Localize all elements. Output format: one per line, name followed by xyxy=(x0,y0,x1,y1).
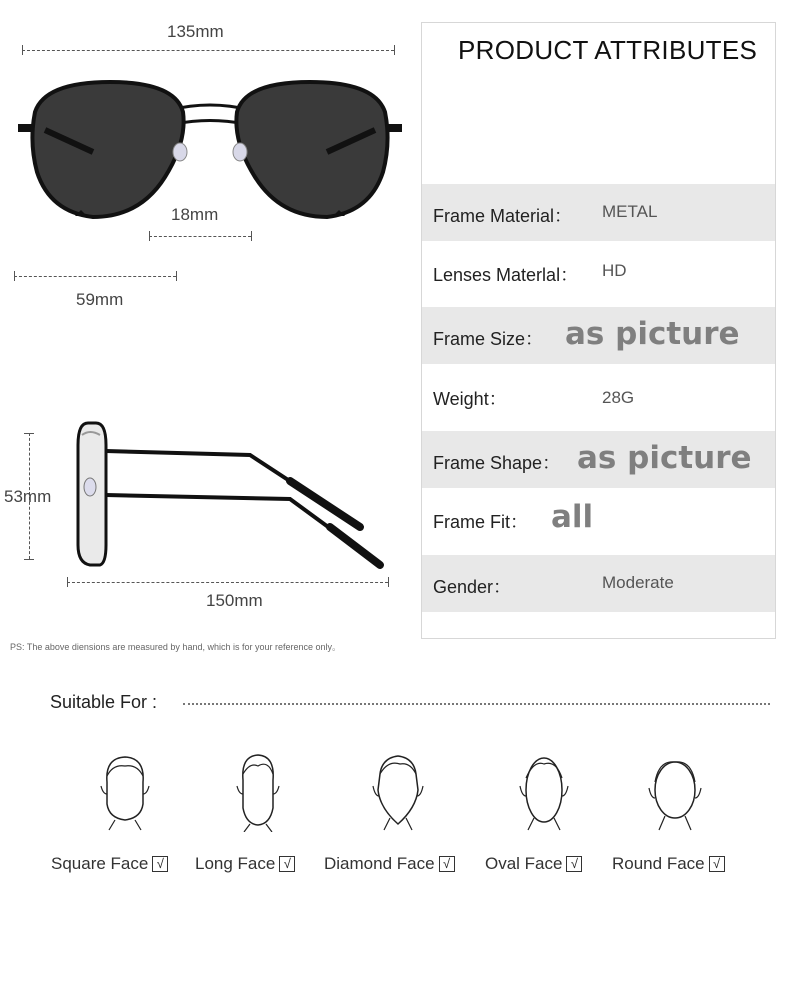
attribute-value: 28G xyxy=(602,388,635,407)
checkbox-icon: √ xyxy=(439,856,455,872)
face-option-round xyxy=(612,854,725,874)
square-face-icon xyxy=(95,752,155,832)
temple-length-dimension-line xyxy=(67,582,388,583)
product-attributes-panel xyxy=(421,22,776,639)
attribute-row-frame-shape xyxy=(422,431,775,488)
separator: ： xyxy=(542,453,561,473)
face-label: Round Face xyxy=(612,854,705,873)
lens-height-label: 53mm xyxy=(4,487,52,506)
attribute-row-frame-fit xyxy=(422,490,775,547)
checkbox-icon: √ xyxy=(709,856,725,872)
lens-width-tick-right xyxy=(176,271,177,281)
attribute-row-frame-size xyxy=(422,307,775,364)
attribute-row-weight xyxy=(422,367,775,424)
attribute-row-gender xyxy=(422,555,775,612)
lens-width-tick-left xyxy=(14,271,15,281)
checkbox-icon: √ xyxy=(152,856,168,872)
diamond-face-icon xyxy=(368,752,428,832)
separator: ： xyxy=(510,512,529,532)
attribute-value: as picture xyxy=(577,440,752,476)
attribute-label: Frame Material xyxy=(433,206,555,226)
separator: ： xyxy=(493,577,512,597)
face-option-square xyxy=(51,854,168,874)
temple-tick-left xyxy=(67,577,68,587)
oval-face-icon xyxy=(514,752,574,832)
face-option-long xyxy=(195,854,295,874)
sunglasses-side-image xyxy=(60,415,390,575)
lens-height-tick-bottom xyxy=(24,559,34,560)
attribute-label: Weight xyxy=(433,389,489,409)
suitable-for-heading: Suitable For : xyxy=(50,692,158,712)
bridge-dimension-line xyxy=(149,236,251,237)
width-label: 135mm xyxy=(167,22,224,41)
width-tick-left xyxy=(22,45,23,55)
face-label: Oval Face xyxy=(485,854,563,873)
bridge-tick-left xyxy=(149,231,150,241)
checkbox-icon: √ xyxy=(279,856,295,872)
attribute-label: Frame Size xyxy=(433,329,526,349)
attribute-value: all xyxy=(551,499,594,535)
bridge-tick-right xyxy=(251,231,252,241)
lens-height-tick-top xyxy=(24,433,34,434)
attribute-row-lenses-material xyxy=(422,243,775,300)
separator: ： xyxy=(554,206,573,226)
attribute-label: Frame Fit xyxy=(433,512,511,532)
width-tick-right xyxy=(394,45,395,55)
attribute-label: Frame Shape xyxy=(433,453,543,473)
long-face-icon xyxy=(228,752,288,832)
attribute-label: Gender xyxy=(433,577,494,597)
attribute-value: as picture xyxy=(565,316,740,352)
lens-width-label: 59mm xyxy=(76,290,124,309)
attribute-label: Lenses Materlal xyxy=(433,265,561,285)
face-label: Square Face xyxy=(51,854,149,873)
width-dimension-line xyxy=(22,50,394,51)
measurement-note: PS: The above diensions are measured by hand, which is for your reference only。 xyxy=(10,642,342,652)
face-option-oval xyxy=(485,854,582,874)
face-option-diamond xyxy=(324,854,455,874)
checkbox-icon: √ xyxy=(566,856,582,872)
attributes-title: PRODUCT ATTRIBUTES xyxy=(458,35,758,65)
attribute-value: Moderate xyxy=(602,573,674,592)
round-face-icon xyxy=(645,752,705,832)
separator: ： xyxy=(560,265,579,285)
separator: ： xyxy=(525,329,544,349)
bridge-label: 18mm xyxy=(171,205,219,224)
separator: ： xyxy=(488,389,507,409)
face-label: Long Face xyxy=(195,854,276,873)
face-label: Diamond Face xyxy=(324,854,435,873)
temple-length-label: 150mm xyxy=(206,591,263,610)
attribute-value: METAL xyxy=(602,202,658,221)
lens-width-dimension-line xyxy=(14,276,176,277)
dotted-divider xyxy=(183,703,770,705)
temple-tick-right xyxy=(388,577,389,587)
attribute-row-frame-material xyxy=(422,184,775,241)
attribute-value: HD xyxy=(602,261,627,280)
